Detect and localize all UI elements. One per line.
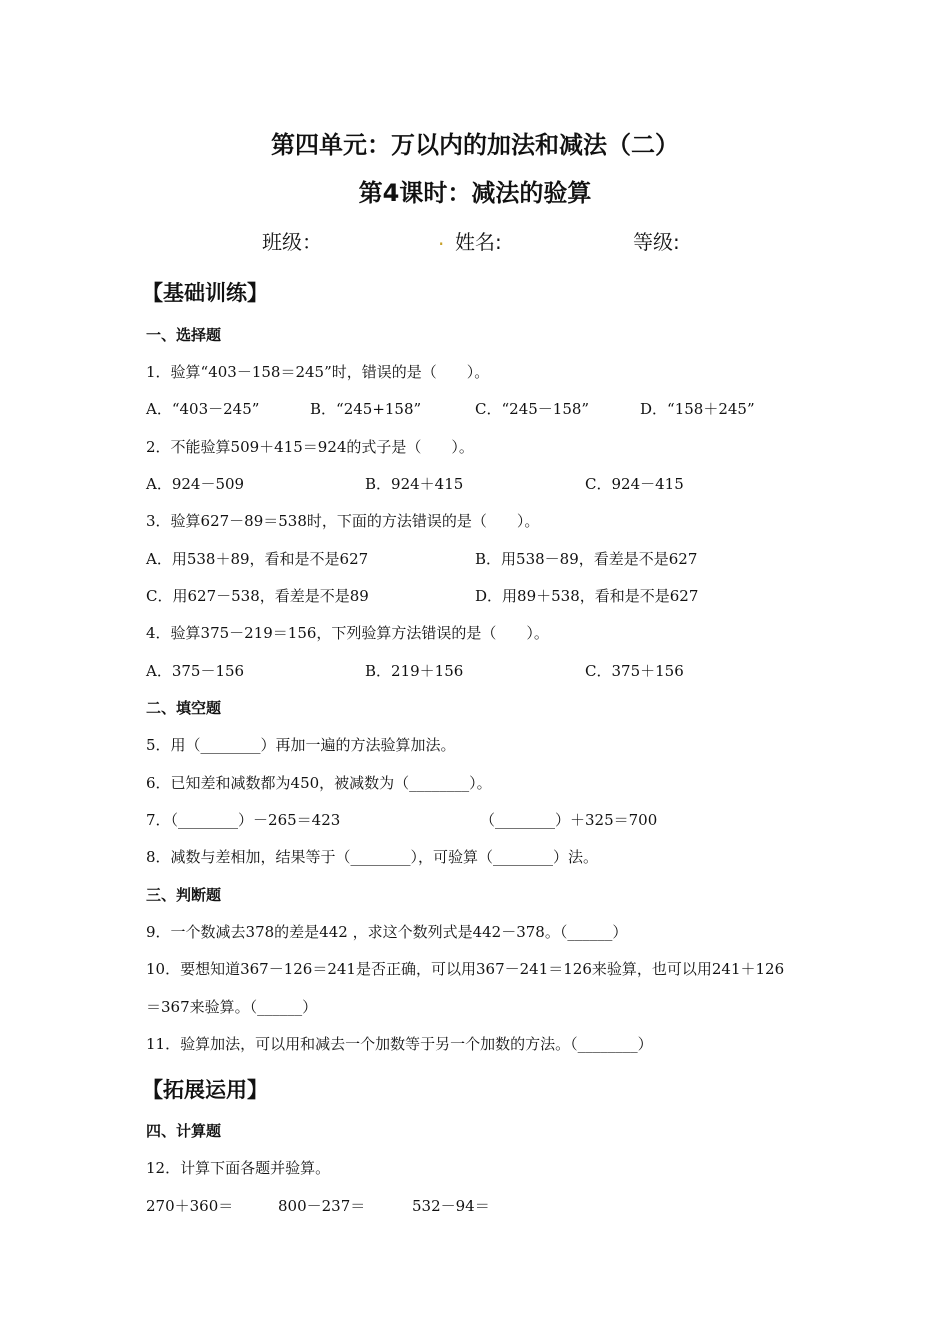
calc-item-2: 800－237＝ — [278, 1197, 366, 1215]
q4-option-c: C．375＋156 — [585, 662, 684, 680]
q1-option-b: B．“245+158” — [310, 400, 422, 418]
question-1: 1．验算“403－158＝245”时，错误的是（ ）。 — [146, 363, 490, 381]
question-2: 2．不能验算509＋415＝924的式子是（ ）。 — [146, 438, 474, 456]
q4-option-a: A．375－156 — [146, 662, 245, 680]
question-8: 8．减数与差相加，结果等于（________），可验算（________）法。 — [146, 848, 599, 866]
separator-dot: . — [438, 226, 445, 250]
q4-option-b: B．219＋156 — [365, 662, 464, 680]
question-9: 9．一个数减去378的差是442 ，求这个数列式是442－378。（______） — [146, 923, 628, 941]
q3-option-d: D．用89＋538，看和是不是627 — [475, 587, 699, 605]
lesson-subtitle: 第4课时：减法的验算 — [358, 179, 592, 207]
question-6: 6．已知差和减数都为450，被减数为（________）。 — [146, 774, 492, 792]
q3-option-b: B．用538－89，看差是不是627 — [475, 550, 698, 568]
q3-option-c: C．用627－538，看差是不是89 — [146, 587, 369, 605]
question-3: 3．验算627－89＝538时，下面的方法错误的是（ ）。 — [146, 512, 540, 530]
question-5: 5．用（________）再加一遍的方法验算加法。 — [146, 736, 456, 754]
grade-label: 等级: — [633, 230, 680, 254]
section-basic-training: 【基础训练】 — [142, 281, 268, 305]
part-judge-heading: 三、判断题 — [146, 886, 222, 904]
question-10-line-2: ＝367来验算。（______） — [146, 998, 318, 1016]
part-calc-heading: 四、计算题 — [146, 1122, 222, 1140]
page-title: 第四单元：万以内的加法和减法（二） — [271, 131, 679, 159]
question-4: 4．验算375－219＝156，下列验算方法错误的是（ ）。 — [146, 624, 549, 642]
q2-option-c: C．924－415 — [585, 475, 684, 493]
q2-option-a: A．924－509 — [146, 475, 245, 493]
calc-item-3: 532－94＝ — [412, 1197, 490, 1215]
q1-option-d: D．“158＋245” — [640, 400, 755, 418]
question-10-line-1: 10．要想知道367－126＝241是否正确，可以用367－241＝126来验算，也可以用241＋126 — [146, 960, 785, 978]
class-label: 班级： — [262, 230, 322, 254]
q3-option-a: A．用538＋89，看和是不是627 — [146, 550, 369, 568]
question-12: 12．计算下面各题并验算。 — [146, 1159, 331, 1177]
section-extension: 【拓展运用】 — [142, 1078, 268, 1102]
question-7b: （________）＋325＝700 — [480, 811, 658, 829]
calc-item-1: 270＋360＝ — [146, 1197, 234, 1215]
name-label: 姓名: — [455, 230, 502, 254]
part-choice-heading: 一、选择题 — [146, 326, 222, 344]
q2-option-b: B．924＋415 — [365, 475, 464, 493]
part-fill-heading: 二、填空题 — [146, 699, 222, 717]
q1-option-c: C．“245－158” — [475, 400, 590, 418]
question-7a: 7．（________）－265＝423 — [146, 811, 341, 829]
question-11: 11．验算加法，可以用和减去一个加数等于另一个加数的方法。（________） — [146, 1035, 653, 1053]
q1-option-a: A．“403－245” — [146, 400, 260, 418]
